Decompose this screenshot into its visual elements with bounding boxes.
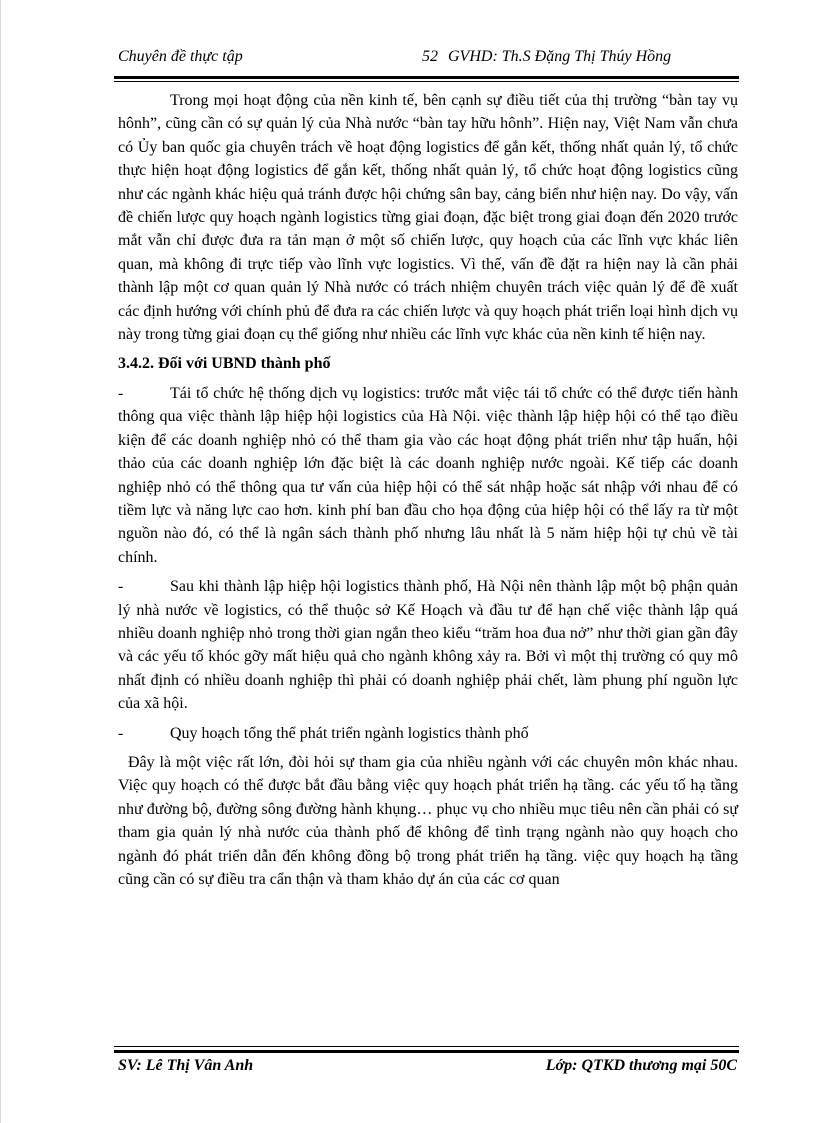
page-header <box>114 46 739 74</box>
bullet-text: Tái tổ chức hệ thống dịch vụ logistics: trước mắt việc tái tổ chức có thể được tiến hành thông qua việc thành lập hiệp hội logistics của Hà Nội. việc thành lập hiệp hội có thể tạo điều kiện để các doanh nghiệp nhỏ có thể tham gia vào các hoạt động phát triển như tập huấn, hội thảo của các doanh nghiệp lớn đặc biệt là các doanh nghiệp nước ngoài. Kế tiếp các doanh nghiệp nhỏ có thể thông qua tư vấn của hiệp hội có thể sát nhập hoặc sát nhập với nhau để có tiềm lực và năng lực cao hơn. kinh phí ban đầu cho họa động của hiệp hội có thể lấy ra từ một nguồn nào đó, có thể là ngân sách thành phố nhưng lâu nhất là 5 năm hiệp hội tự chủ về tài chính. <box>118 384 738 566</box>
bullet-text: Sau khi thành lập hiệp hội logistics thành phố, Hà Nội nên thành lập một bộ phận quản lý nhà nước về logistics, có thể thuộc sở Kế Hoạch và đầu tư để hạn chế việc thành lập quá nhiều doanh nghiệp nhỏ trong thời gian ngắn theo kiểu “trăm hoa đua nở” như thời gian gần đây và các yếu tố khóc gỡy mất hiệu quả cho ngành không xảy ra. Bởi vì một thị trường có quy mô nhất định có nhiều doanh nghiệp thì phải có doanh nghiệp phải chết, làm phung phí nguồn lực của xã hội. <box>118 578 738 713</box>
bullet-item <box>118 722 738 745</box>
page-body <box>118 89 738 891</box>
header-rule-thin <box>114 81 739 82</box>
page-number: 52 <box>422 48 438 65</box>
header-rule-thick <box>114 76 739 79</box>
header-report-title: Chuyên đề thực tập <box>118 48 243 65</box>
header-right <box>422 48 671 66</box>
page-footer <box>114 1053 739 1079</box>
bullet-dash: - <box>118 724 124 742</box>
bullet-dash: - <box>118 578 124 596</box>
bullet-item <box>118 575 738 715</box>
footer-class: Lớp: QTKD thương mại 50C <box>545 1057 737 1074</box>
section-heading: 3.4.2. Đối với UBND thành phố <box>118 355 331 373</box>
body-paragraph: Đây là một việc rất lớn, đòi hỏi sự tham gia của nhiều ngành với các chuyên môn khác nhau. Việc quy hoạch có thể được bắt đầu bằng việc quy hoạch phát triển hạ tầng. các yếu tố hạ tầng như đường bộ, đường sông đường hành khụng… phục vụ cho nhiều mục tiêu nên cần phải có sự tham gia quản lý nhà nước của thành phố để không để tình trạng ngành nào quy hoạch cho ngành đó phát triển dẫn đến không đồng bộ trong phát triển hạ tầng. việc quy hoạch hạ tầng cũng cần có sự điều tra cẩn thận và tham khảo dự án của các cơ quan <box>118 753 738 888</box>
footer-rule-thin <box>114 1046 739 1047</box>
bullet-text: Quy hoạch tổng thể phát triển ngành logistics thành phố <box>170 724 529 742</box>
bullet-dash: - <box>118 384 124 402</box>
body-paragraph: Trong mọi hoạt động của nền kinh tế, bên cạnh sự điều tiết của thị trường “bàn tay vụ hônh”, cũng cần có sự quản lý của Nhà nước “bàn tay hữu hônh”. Hiện nay, Việt Nam vẫn chưa có Ủy ban quốc gia chuyên trách về hoạt động logistics để gắn kết, thống nhất quản lý, tổ chức thực hiện hoạt động logistics để gắn kết, thống nhất quản lý, tổ chức hoạt động logistics cũng như các ngành khác hiệu quả tránh được hội chứng sân bay, cảng biển như hiện nay. Do vậy, vấn đề chiến lược quy hoạch ngành logistics từng giai đoạn, đặc biệt trong giai đoạn đến 2020 trước mắt vẫn chỉ được đưa ra tản mạn ở một số chiến lược, quy hoạch của các lĩnh vực khác liên quan, mà không đi trực tiếp vào lĩnh vực logistics. Vì thế, vấn đề đặt ra hiện nay là cần phải thành lập một cơ quan quản lý Nhà nước có trách nhiệm chuyên trách việc quản lý để đề xuất các định hướng với chính phủ để đưa ra các chiến lược và quy hoạch phát triển loại hình dịch vụ này trong từng giai đoạn cụ thể giống như nhiều các lĩnh vực khác của nền kinh tế hiện nay. <box>118 92 738 344</box>
bullet-item <box>118 382 738 569</box>
header-supervisor: GVHD: Th.S Đặng Thị Thúy Hồng <box>448 48 672 65</box>
footer-student: SV: Lê Thị Vân Anh <box>118 1057 254 1074</box>
